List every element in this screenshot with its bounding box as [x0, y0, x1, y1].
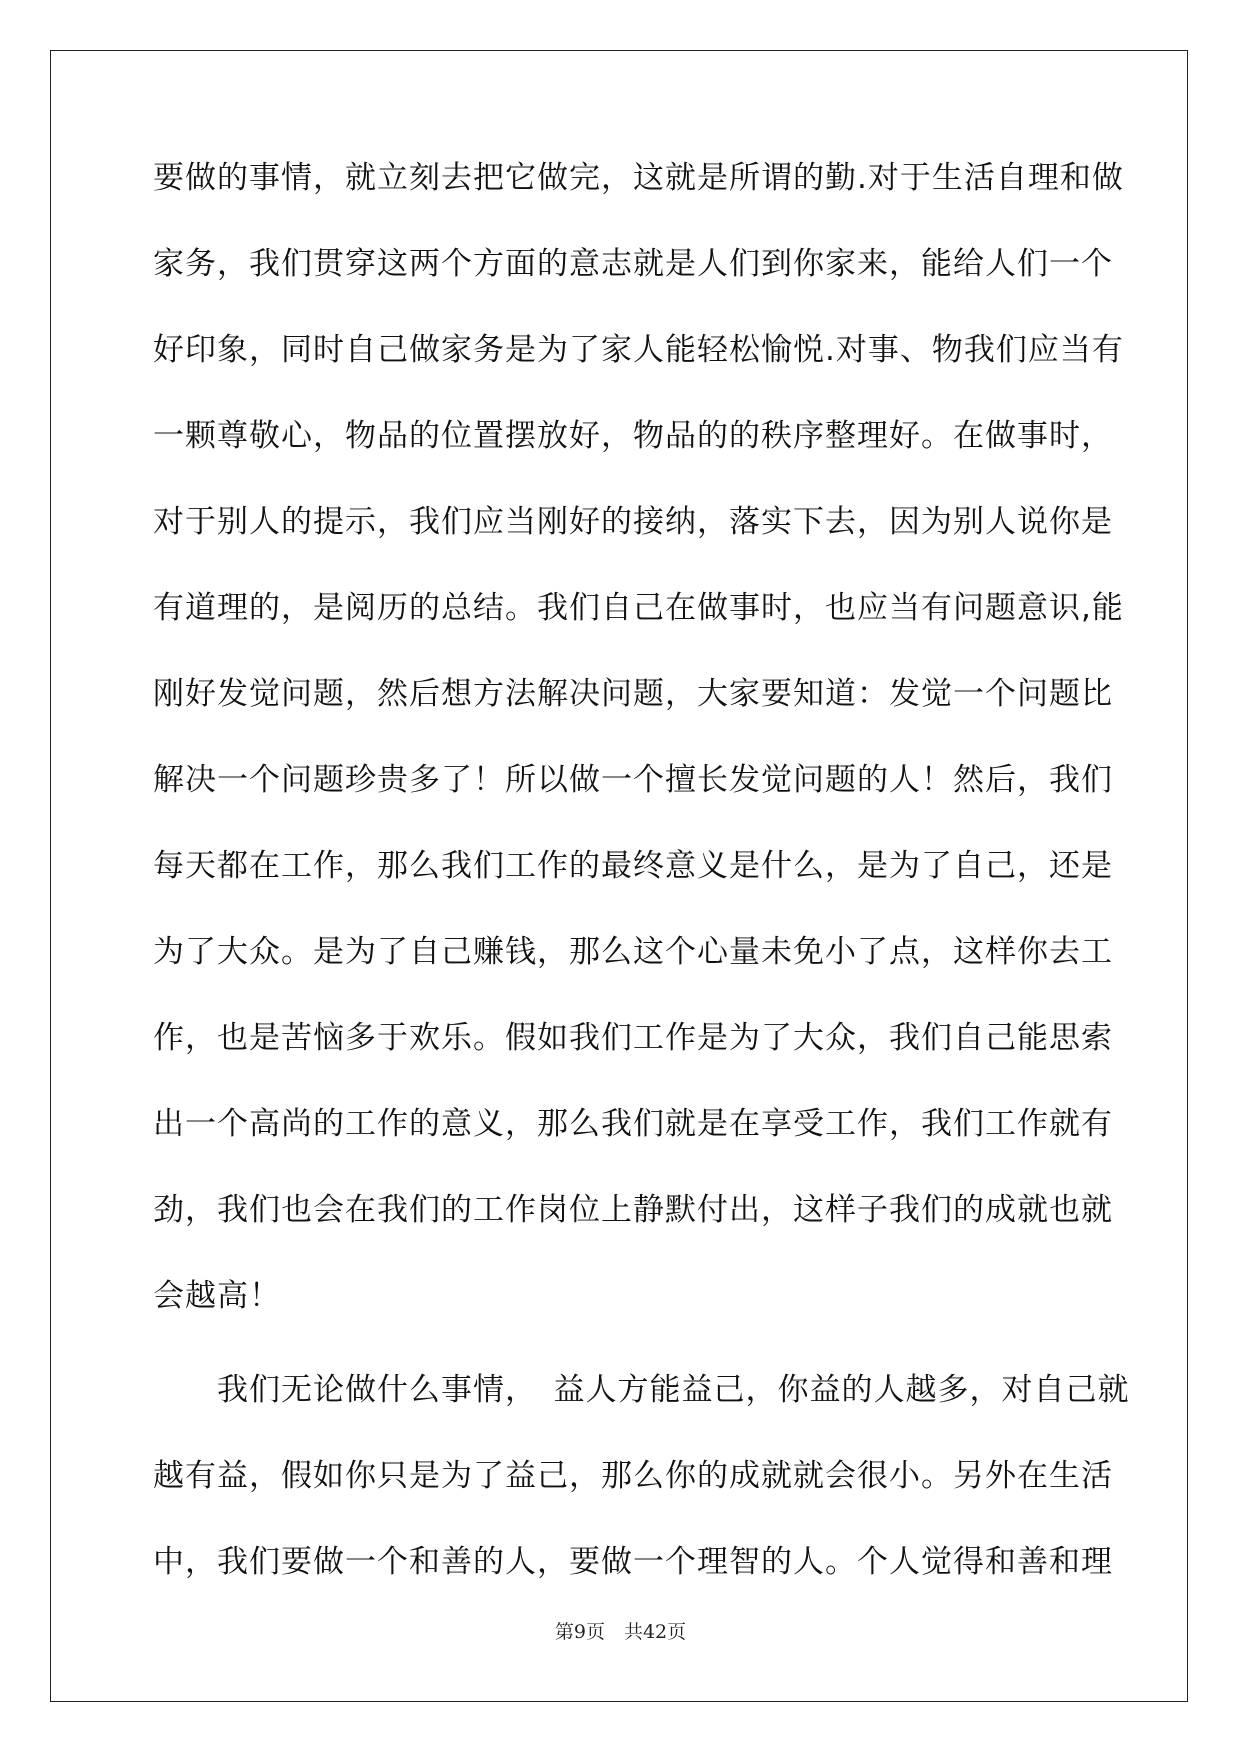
text-line: 好印象，同时自己做家务是为了家人能轻松愉悦.对事、物我们应当有 — [153, 332, 1124, 368]
text-line: 会越高！ — [153, 1278, 281, 1314]
page-number-footer: 第9页 共42页 — [554, 1621, 687, 1643]
paragraph-first-line: 我们无论做什么事情， 益人方能益己，你益的人越多，对自己就 — [153, 1372, 1130, 1408]
text-line: 解决一个问题珍贵多了！所以做一个擅长发觉问题的人！然后，我们 — [153, 762, 1113, 798]
text-line: 劲，我们也会在我们的工作岗位上静默付出，这样子我们的成就也就 — [153, 1192, 1113, 1228]
text-line: 家务，我们贯穿这两个方面的意志就是人们到你家来，能给人们一个 — [153, 246, 1113, 282]
text-line: 要做的事情，就立刻去把它做完，这就是所谓的勤.对于生活自理和做 — [153, 160, 1124, 196]
text-line: 一颗尊敬心，物品的位置摆放好，物品的的秩序整理好。在做事时， — [153, 418, 1113, 454]
text-line: 刚好发觉问题，然后想方法解决问题，大家要知道：发觉一个问题比 — [153, 676, 1113, 712]
text-line: 有道理的，是阅历的总结。我们自己在做事时，也应当有问题意识,能 — [153, 590, 1124, 626]
text-line: 为了大众。是为了自己赚钱，那么这个心量未免小了点，这样你去工 — [153, 934, 1113, 970]
document-body — [153, 158, 1130, 1628]
text-line: 作，也是苦恼多于欢乐。假如我们工作是为了大众，我们自己能思索 — [153, 1020, 1113, 1056]
text-line: 出一个高尚的工作的意义，那么我们就是在享受工作，我们工作就有 — [153, 1106, 1113, 1142]
text-line: 对于别人的提示，我们应当刚好的接纳，落实下去，因为别人说你是 — [153, 504, 1113, 540]
text-line: 每天都在工作，那么我们工作的最终意义是什么，是为了自己，还是 — [153, 848, 1113, 884]
text-line: 越有益，假如你只是为了益己，那么你的成就就会很小。另外在生活 — [153, 1458, 1113, 1494]
text-line: 中，我们要做一个和善的人，要做一个理智的人。个人觉得和善和理 — [153, 1544, 1113, 1580]
